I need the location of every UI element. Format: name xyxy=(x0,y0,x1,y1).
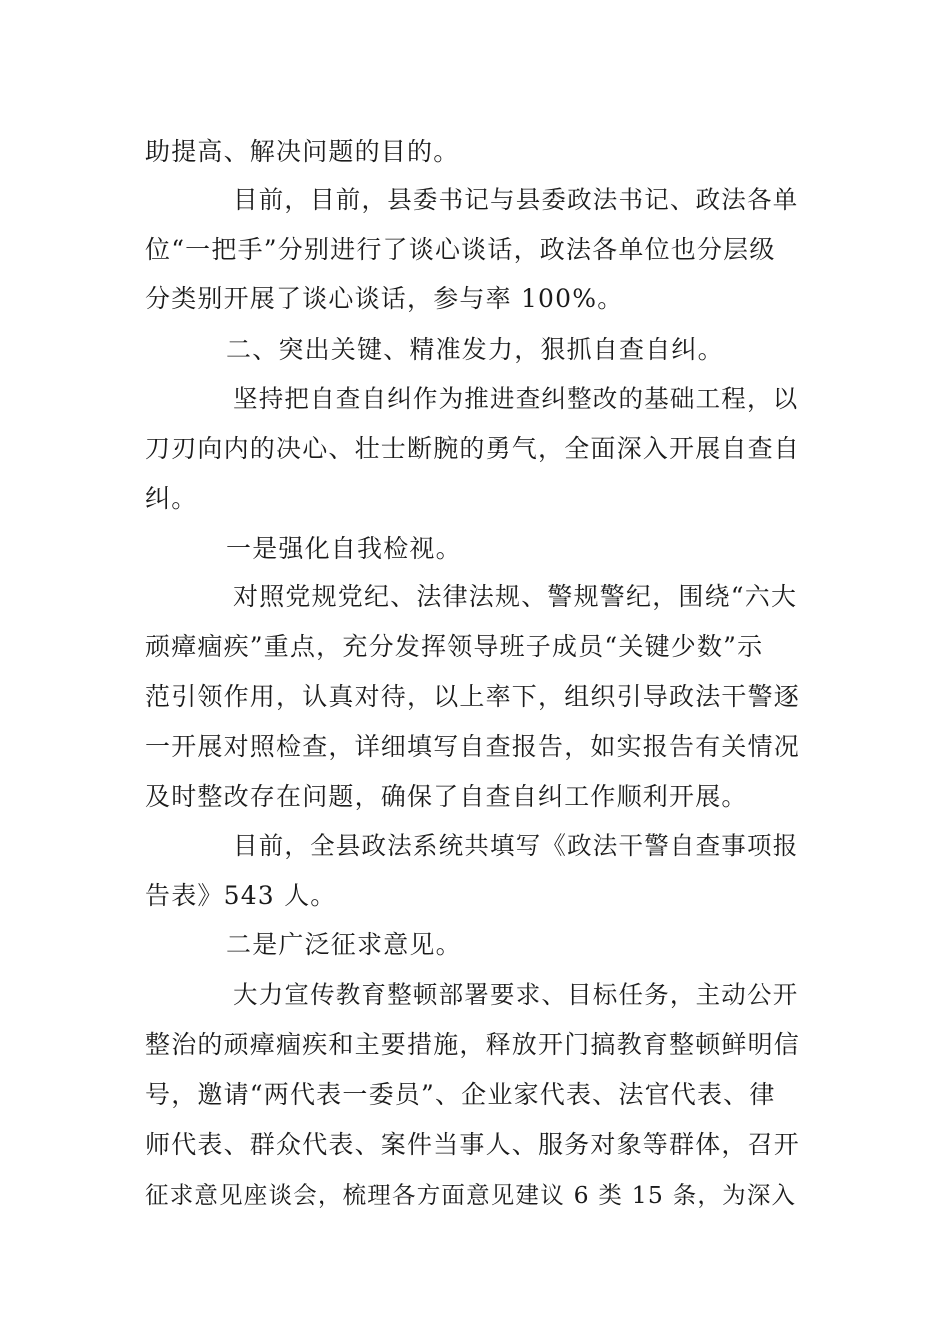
subsection-heading: 一是强化自我检视。 xyxy=(226,534,462,563)
text-line: 坚持把自查自纠作为推进查纠整改的基础工程，以 xyxy=(233,384,799,413)
subsection-heading: 二是广泛征求意见。 xyxy=(226,930,462,959)
text-line: 位“一把手”分别进行了谈心谈话，政法各单位也分层级 xyxy=(145,235,776,264)
text-line: 告表》543 人。 xyxy=(145,881,337,910)
text-line: 整治的顽瘴痼疾和主要措施，释放开门搞教育整顿鲜明信 xyxy=(145,1030,801,1059)
text-line: 范引领作用，认真对待，以上率下，组织引导政法干警逐 xyxy=(145,682,801,711)
text-line: 号，邀请“两代表一委员”、企业家代表、法官代表、律 xyxy=(145,1080,776,1109)
text-line: 目前，全县政法系统共填写《政法干警自查事项报 xyxy=(233,831,799,860)
text-line: 大力宣传教育整顿部署要求、目标任务，主动公开 xyxy=(233,980,799,1009)
section-heading: 二、突出关键、精准发力，狠抓自查自纠。 xyxy=(226,335,724,364)
text-line: 纠。 xyxy=(145,484,198,513)
text-line: 对照党规党纪、法律法规、警规警纪，围绕“六大 xyxy=(233,582,798,611)
text-line: 一开展对照检查，详细填写自查报告，如实报告有关情况 xyxy=(145,732,801,761)
text-line: 目前，目前，县委书记与县委政法书记、政法各单 xyxy=(233,185,799,214)
text-line: 师代表、群众代表、案件当事人、服务对象等群体，召开 xyxy=(145,1130,801,1159)
text-line: 刀刃向内的决心、壮士断腕的勇气，全面深入开展自查自 xyxy=(145,434,801,463)
text-line: 助提高、解决问题的目的。 xyxy=(145,137,460,166)
text-line: 分类别开展了谈心谈话，参与率 100%。 xyxy=(145,284,624,313)
text-line: 及时整改存在问题，确保了自查自纠工作顺利开展。 xyxy=(145,782,748,811)
text-line: 顽瘴痼疾”重点，充分发挥领导班子成员“关键少数”示 xyxy=(145,632,764,661)
text-line: 征求意见座谈会，梳理各方面意见建议 6 类 15 条，为深入 xyxy=(145,1181,797,1209)
